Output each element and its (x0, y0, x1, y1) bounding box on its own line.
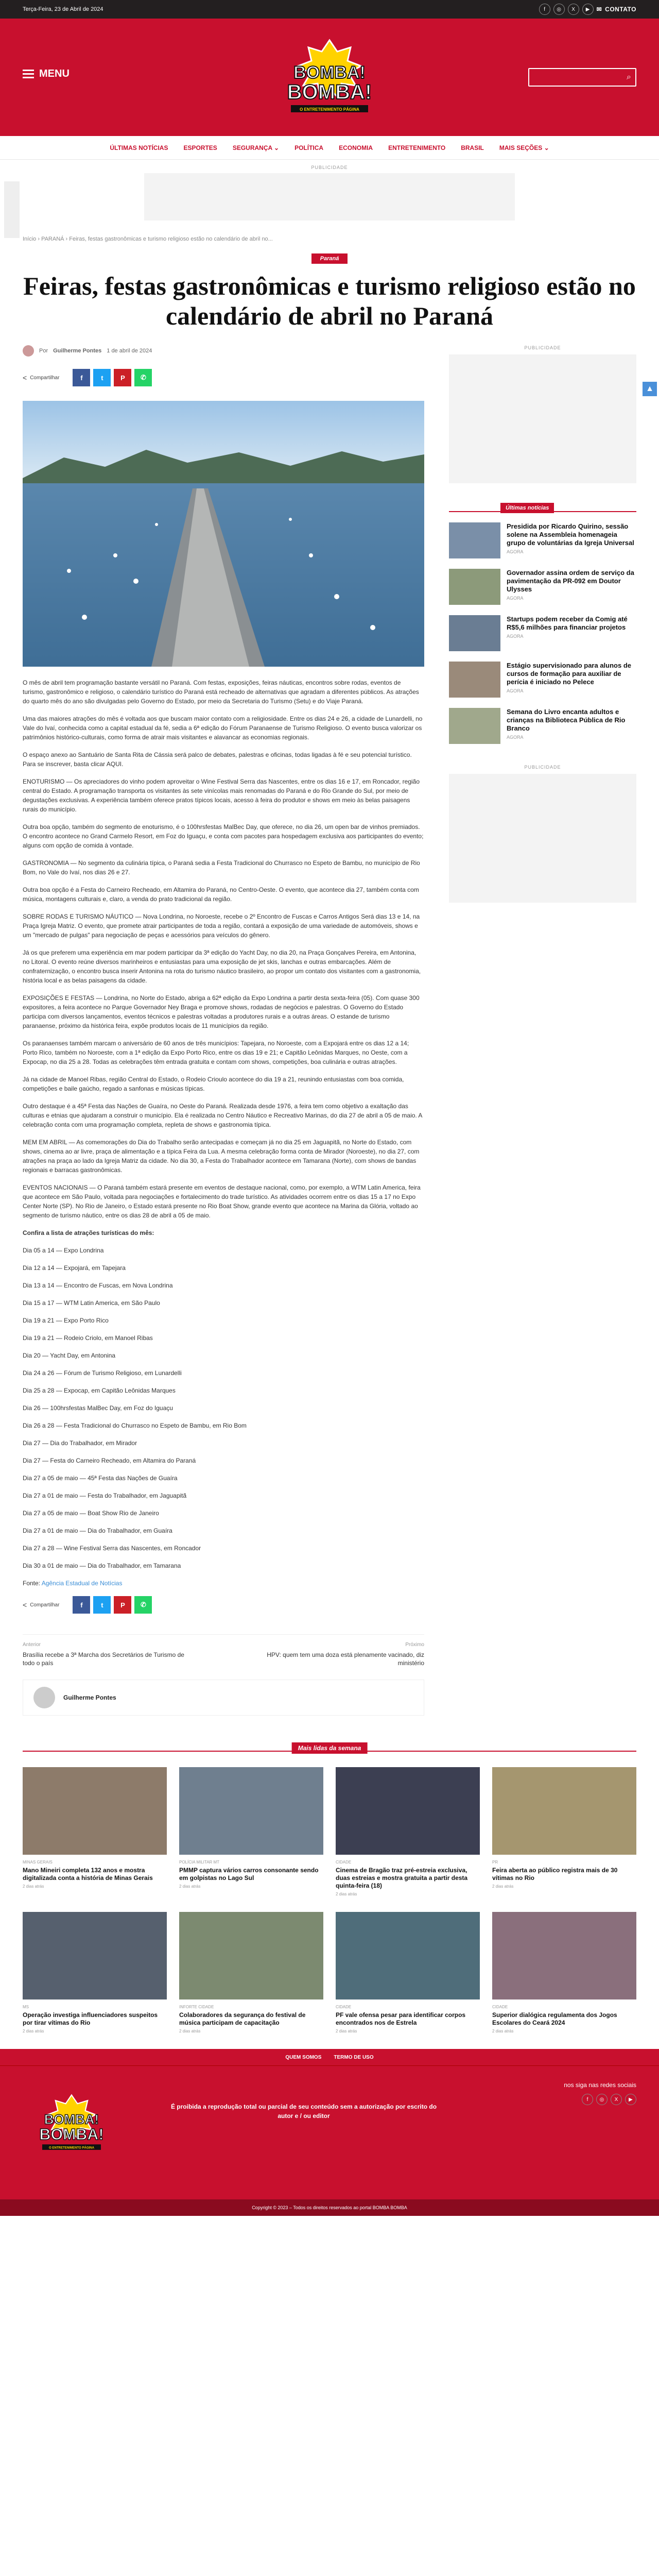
top-bar (0, 0, 659, 19)
share-facebook-button[interactable]: f (73, 369, 90, 386)
news-title[interactable]: Presidida por Ricardo Quirino, sessão solene na Assembleia homenageia grupo de voluntárias da Igreja Universal (507, 522, 634, 547)
source-link[interactable]: Agência Estadual de Notícias (41, 1580, 123, 1587)
list-item: Dia 30 a 01 de maio — Dia do Trabalhador, em Tamarana (23, 1562, 181, 1569)
news-card[interactable] (492, 1912, 636, 2033)
share-whatsapp-button[interactable]: ✆ (134, 1596, 152, 1614)
card-date: 2 dias atrás (336, 2029, 357, 2033)
list-item: Dia 24 a 26 — Fórum de Turismo Religioso, em Lunardelli (23, 1369, 182, 1377)
share-icon: < (23, 1601, 27, 1609)
article-paragraph: Já os que preferem uma experiência em mar podem participar da 3ª edição do Yacht Day, no dia 20, na Praça Gonçalves Pereira, em Antonina, no Litoral. O evento reúne diversos marinheiros e entusiastas para uma exposição de jet skis, lanchas e outras embarcações. Além de confraternização, o encontro busca inserir Antonina na rota do turismo náutico brasileiro, ao propor um contato dos visitantes com a gastronomia, história local e as belas paisagens da cidade. (23, 949, 421, 984)
avatar[interactable] (33, 1687, 55, 1708)
nav-item-ultimas-noticias[interactable]: ÚLTIMAS NOTÍCIAS (110, 144, 168, 151)
news-date: AGORA (507, 634, 524, 639)
author-box (23, 1680, 424, 1716)
facebook-icon[interactable]: f (539, 4, 550, 15)
share-pinterest-button[interactable]: P (114, 369, 131, 386)
news-title[interactable]: Startups podem receber da Comig até R$5,6 milhões para financiar projetos (507, 615, 628, 631)
nav-item-brasil[interactable]: BRASIL (461, 144, 484, 151)
source-label: Fonte: (23, 1580, 41, 1587)
sidebar-ad-label: PUBLICIDADE (524, 765, 561, 770)
article-paragraph: MEM EM ABRIL — As comemorações do Dia do Trabalho serão antecipadas e começam já no dia 25 em Jaguapitã, no Norte do Estado, com shows, cinema ao ar livre, praça de alimentação e a típica Feira da Lua. A mesma celebração forma conta de Mirador (Noroeste), no dia 27, com atrações na praça ao lado da Igreja Matriz da cidade. No dia 30, a Festa do Trabalhador acontece em Tamarana (Norte), com shows de bandas regionais e barracas gastronômicas. (23, 1139, 420, 1174)
list-item[interactable] (449, 662, 636, 698)
footer-link-termo-de-uso[interactable]: TERMO DE USO (334, 2054, 374, 2060)
prev-title: Brasília recebe a 3ª Marcha dos Secretários de Turismo de todo o país (23, 1651, 184, 1667)
logo-line-1: BOMBA! (293, 63, 366, 82)
ad-label: PUBLICIDADE (311, 165, 348, 170)
list-item: Dia 27 a 05 de maio — 45ª Festa das Nações de Guaíra (23, 1475, 178, 1482)
nav-item-economia[interactable]: ECONOMIA (339, 144, 373, 151)
card-title[interactable]: Mano Mineiri completa 132 anos e mostra digitalizada conta a história de Minas Gerais (23, 1867, 153, 1882)
list-item: Dia 26 — 100hrsfestas MalBec Day, em Foz do Iguaçu (23, 1404, 173, 1412)
article-paragraph: GASTRONOMIA — No segmento da culinária típica, o Paraná sedia a Festa Tradicional do Churrasco no Espeto de Bambu, no município de Rio Bom, no Vale do Ivaí, nos dias 26 e 27. (23, 859, 420, 876)
card-title[interactable]: Superior dialógica regulamenta dos Jogos Escolares do Ceará 2024 (492, 2011, 617, 2026)
card-category[interactable]: POLÍCIA MILITAR MT (179, 1860, 220, 1865)
card-date: 2 dias atrás (336, 1892, 357, 1896)
card-title[interactable]: Colaboradores da segurança do festival de música participam de capacitação (179, 2011, 306, 2026)
next-post-link[interactable] (249, 1642, 424, 1667)
card-category[interactable]: MS (23, 2005, 29, 2009)
list-item: Dia 19 a 21 — Rodeio Criolo, em Manoel Ribas (23, 1334, 153, 1342)
list-item: Dia 20 — Yacht Day, em Antonina (23, 1352, 116, 1359)
news-date: AGORA (507, 688, 524, 693)
share-twitter-button[interactable]: t (93, 369, 111, 386)
nav-item-mais-secoes[interactable]: MAIS SEÇÕES ⌄ (499, 144, 549, 151)
card-image[interactable] (492, 1912, 636, 1999)
share-icon: < (23, 374, 27, 382)
left-floating-ad[interactable] (4, 181, 20, 238)
card-title[interactable]: Cinema de Bragão traz pré-estreia exclusiva, duas estreias e mostra gratuita a partir desta quinta-feira (18) (336, 1867, 468, 1889)
sidebar-ad-label: PUBLICIDADE (524, 345, 561, 350)
news-thumbnail[interactable] (449, 708, 500, 744)
mail-icon: ✉ (596, 6, 602, 13)
breadcrumb[interactable]: Início › PARANÁ › Feiras, festas gastronômicas e turismo religioso estão no calendário de abril no... (23, 236, 273, 242)
scroll-to-top-button[interactable] (643, 382, 657, 396)
pier-photo-illustration (23, 401, 424, 667)
list-item: Dia 05 a 14 — Expo Londrina (23, 1247, 104, 1254)
site-logo[interactable] (265, 36, 394, 124)
card-title[interactable]: PMMP captura vários carros consonante sendo em golpistas no Lago Sul (179, 1867, 319, 1882)
news-card[interactable] (336, 1767, 480, 1896)
list-item: Dia 27 a 28 — Wine Festival Serra das Nascentes, em Roncador (23, 1545, 201, 1552)
menu-button[interactable] (23, 68, 70, 80)
list-item: Dia 25 a 28 — Expocap, em Capitão Leônidas Marques (23, 1387, 176, 1394)
chevron-up-icon: ▲ (646, 384, 654, 393)
card-title[interactable]: Operação investiga influenciadores suspeitos por tirar vítimas do Rio (23, 2011, 158, 2026)
card-title[interactable]: PF vale ofensa pesar para identificar corpos encontrados nos de Estrela (336, 2011, 466, 2026)
footer-logo-subtitle: O ENTRETENIMENTO PÁGINA (48, 2146, 95, 2150)
top-ad-banner[interactable] (144, 173, 515, 221)
most-read-heading (23, 1744, 636, 1752)
prev-post-link[interactable] (23, 1642, 198, 1667)
article-body (23, 678, 424, 1588)
footer-social-title: nos siga nas redes sociais (564, 2081, 636, 2089)
contact-label: CONTATO (605, 6, 636, 13)
contact-link[interactable] (597, 6, 636, 13)
latest-news-title: Últimas notícias (500, 503, 554, 513)
instagram-icon[interactable]: ◎ (553, 4, 565, 15)
attractions-list-title: Confira a lista de atrações turísticas do mês: (23, 1229, 154, 1236)
list-item: Dia 12 a 14 — Expojará, em Tapejara (23, 1264, 126, 1272)
sidebar (449, 345, 636, 1716)
footer-links (0, 2049, 659, 2065)
prev-label: Anterior (23, 1642, 41, 1648)
card-category[interactable]: INFORTE CIDADE (179, 2005, 214, 2009)
news-date: AGORA (507, 735, 524, 740)
site-header (0, 19, 659, 136)
card-date: 2 dias atrás (179, 1884, 201, 1889)
nav-item-politica[interactable]: POLÍTICA (294, 144, 324, 151)
nav-item-entretenimento[interactable]: ENTRETENIMENTO (388, 144, 446, 151)
footer-logo[interactable] (23, 2092, 120, 2159)
share-twitter-button[interactable]: t (93, 1596, 111, 1614)
footer-logo-line-1: BOMBA! (44, 2112, 99, 2127)
news-card[interactable] (179, 1912, 323, 2033)
sidebar-ad[interactable] (449, 354, 636, 483)
x-twitter-icon[interactable]: X (568, 4, 579, 15)
most-read-grid (23, 1767, 636, 2033)
list-item[interactable] (449, 615, 636, 651)
news-card[interactable] (492, 1767, 636, 1896)
list-item[interactable] (449, 569, 636, 605)
share-facebook-button[interactable]: f (73, 1596, 90, 1614)
share-label: Compartilhar (30, 1602, 60, 1608)
article-paragraph: SOBRE RODAS E TURISMO NÁUTICO — Nova Londrina, no Noroeste, recebe o 2º Encontro de Fuscas e Carros Antigos Será dias 13 e 14, na Praça Igreja Matriz. O evento, que promete atrair participantes de toda a região, contará a exposição de uma variedade de automóveis, shows e um "mercado de pulgas" para negociação de peças e acessórios para veículos do gênero. (23, 913, 420, 939)
news-thumbnail[interactable] (449, 662, 500, 698)
article-paragraph: Outro destaque é a 45ª Festa das Nações de Guaíra, no Oeste do Paraná. Realizada desde 1976, a feira tem como objetivo a exaltação das culturas e etnias que ajudaram a construir o município. Ela é realizada no Centro Náutico e Recreativo Marinas, do dia 27 de abril a 05 de maio. A celebração conta com uma programação completa, repleta de shows e gastronomia típica. (23, 1103, 422, 1128)
list-item[interactable] (449, 708, 636, 744)
list-item: Dia 27 a 05 de maio — Boat Show Rio de Janeiro (23, 1510, 159, 1517)
top-social-links (539, 4, 636, 15)
news-card[interactable] (336, 1912, 480, 2033)
publish-date: 1 de abril de 2024 (107, 348, 152, 354)
news-thumbnail[interactable] (449, 522, 500, 558)
latest-news-heading (449, 504, 636, 512)
card-image[interactable] (492, 1767, 636, 1855)
share-bar (23, 369, 424, 386)
source-line (23, 1579, 424, 1588)
article-paragraph: Outra boa opção, também do segmento de enoturismo, é o 100hrsfestas MalBec Day, que oferece, no dia 26, um open bar de vinhos premiados. O encontro acontece no Grand Carmelo Resort, em Foz do Iguaçu, e conta com pacotes para hospedagem exclusiva aos participantes do evento; alguns com opção de comida à vontade. (23, 823, 424, 849)
post-navigation (23, 1634, 424, 1667)
footer-link-quem-somos[interactable]: QUEM SOMOS (285, 2054, 322, 2060)
logo-subtitle: O ENTRETENIMENTO PÁGINA (300, 107, 359, 112)
x-twitter-icon[interactable]: X (611, 2094, 622, 2105)
card-category[interactable]: CIDADE (336, 1860, 352, 1865)
list-item[interactable] (449, 522, 636, 558)
news-card[interactable] (23, 1767, 167, 1896)
news-date: AGORA (507, 596, 524, 601)
avatar[interactable] (23, 345, 34, 357)
card-image[interactable] (179, 1912, 323, 1999)
article-paragraph: O mês de abril tem programação bastante versátil no Paraná. Com festas, exposições, feiras náuticas, encontros sobre rodas, eventos de turismo, gastronômico e religioso, o calendário turístico do Paraná está recheado de alternativas que agradam a diferentes públicos. As atrações do quarto mês do ano são divulgadas pelo Governo do Estado, por meio da Secretaria do Turismo (Setu) e do Viaje Paraná. (23, 679, 419, 705)
list-item: Dia 27 a 01 de maio — Dia do Trabalhador, em Guaíra (23, 1527, 172, 1534)
card-date: 2 dias atrás (492, 2029, 514, 2033)
search-icon[interactable]: ⌕ (627, 73, 631, 81)
next-label: Próximo (405, 1642, 424, 1648)
news-thumbnail[interactable] (449, 615, 500, 651)
article-paragraph: Já na cidade de Manoel Ribas, região Central do Estado, o Rodeio Crioulo acontece do dia 19 a 21, reunindo entusiastas com boa comida, competições e baile gaúcho, regado a sanfonas e músicas típicas. (23, 1076, 404, 1092)
card-image[interactable] (336, 1767, 480, 1855)
card-date: 2 dias atrás (23, 1884, 44, 1889)
nav-item-seguranca[interactable]: SEGURANÇA ⌄ (232, 144, 280, 151)
card-title[interactable]: Feira aberta ao público registra mais de 30 vítimas no Rio (492, 1867, 618, 1882)
search-input[interactable] (528, 68, 636, 87)
current-date: Terça-Feira, 23 de Abril de 2024 (23, 6, 103, 12)
youtube-icon[interactable]: ▶ (582, 4, 594, 15)
youtube-icon[interactable]: ▶ (625, 2094, 636, 2105)
article-paragraph: Os paranaenses também marcam o aniversário de 60 anos de três municípios: Tapejara, no Noroeste, com a Expojará entre os dias 12 a 14; Porto Rico, também no Noroeste, com a 1ª edição da Expo Porto Rico, entre os dias 19 e 21; e Capitão Leônidas Marques, no Oeste, com a Expocap, no dia 25 a 28. Todas as celebrações têm entrada gratuita e contam com shows, competições, boa culinária e outras atrações. (23, 1040, 409, 1065)
footer-social (564, 2081, 636, 2105)
card-category[interactable]: CIDADE (492, 2005, 508, 2009)
list-item: Dia 15 a 17 — WTM Latin America, em São Paulo (23, 1299, 160, 1307)
card-date: 2 dias atrás (179, 2029, 201, 2033)
next-title: HPV: quem tem uma doza está plenamente vacinado, diz ministério (267, 1651, 424, 1667)
list-item: Dia 27 a 01 de maio — Festa do Trabalhador, em Jaguapitã (23, 1492, 187, 1499)
hamburger-icon (23, 70, 34, 78)
page-title: Feiras, festas gastronômicas e turismo religioso estão no calendário de abril no Paraná (23, 272, 636, 330)
article-paragraph: Outra boa opção é a Festa do Carneiro Recheado, em Altamira do Paraná, no Centro-Oeste. O evento, que acontece dia 27, também conta com música, montagens culturais e, claro, a venda do prato tradicional da região. (23, 886, 419, 903)
article-photo (23, 401, 424, 667)
share-bar-bottom (23, 1596, 424, 1614)
footer-notice: É proibida a reprodução total ou parcial de seu conteúdo sem a autorização por escrito do autor e / ou editor (170, 2103, 437, 2120)
article-paragraph: EXPOSIÇÕES E FESTAS — Londrina, no Norte do Estado, abriga a 62ª edição da Expo Londrina a partir desta sexta-feira (05). Com quase 300 expositores, a feira acontece no Parque Governador Ney Braga e promove shows, rodadas de negócios e palestras. O Governo do Estado participa com diversos lançamentos, eventos técnicos e palestras voltadas a produtores rurais e a outras áreas. O estande de turismo paranaense, próximo da histórica feira, expõe produtos locais de 11 municípios da região. (23, 994, 420, 1029)
logo-line-2: BOMBA! (287, 81, 372, 104)
news-title[interactable]: Governador assina ordem de serviço da pavimentação da PR-092 em Doutor Ulysses (507, 569, 634, 593)
article-paragraph: Uma das maiores atrações do mês é voltada aos que buscam maior contato com a religiosidade. Entre os dias 24 e 26, a cidade de Lunardelli, no Vale do Ivaí, conhecida como a capital estadual da fé, sedia a 6ª edição do Fórum Paranaense de Turismo Religioso. O evento busca valorizar os patrimônios histórico-culturais, como forma de atrair mais visitantes e alavancar as economias regionais. (23, 715, 423, 741)
footer-logo-line-2: BOMBA! (39, 2126, 104, 2144)
news-card[interactable] (179, 1767, 323, 1896)
facebook-icon[interactable]: f (582, 2094, 593, 2105)
card-date: 2 dias atrás (23, 2029, 44, 2033)
byline (23, 345, 424, 357)
card-category[interactable]: MINAS GERAIS (23, 1860, 53, 1865)
news-title[interactable]: Semana do Livro encanta adultos e crianças na Biblioteca Pública de Rio Branco (507, 708, 626, 732)
site-footer (0, 2065, 659, 2199)
nav-item-esportes[interactable]: ESPORTES (183, 144, 217, 151)
card-image[interactable] (179, 1767, 323, 1855)
byline-prefix: Por (39, 348, 48, 354)
list-item: Dia 26 a 28 — Festa Tradicional do Churrasco no Espeto de Bambu, em Rio Bom (23, 1422, 247, 1429)
news-thumbnail[interactable] (449, 569, 500, 605)
author-name[interactable]: Guilherme Pontes (53, 348, 102, 354)
author-box-name[interactable]: Guilherme Pontes (63, 1694, 116, 1701)
card-image[interactable] (23, 1767, 167, 1855)
list-item: Dia 27 — Festa do Carneiro Recheado, em Altamira do Paraná (23, 1457, 196, 1464)
article-paragraph: EVENTOS NACIONAIS — O Paraná também estará presente em eventos de destaque nacional, como, por exemplo, a WTM Latin America, feira que acontece em São Paulo, voltada para negociações e fortalecimento do trade turístico. As atividades ocorrem entre os dias 15 a 17 no Expo Center Norte (SP). No Rio de Janeiro, o Estado estará presente no Rio Boat Show, grande evento que acontece na Marina da Glória, voltado ao segmento de turismo náutico, entre os dias 28 de abril a 05 de maio. (23, 1184, 421, 1219)
list-item: Dia 27 — Dia do Trabalhador, em Mirador (23, 1439, 137, 1447)
share-whatsapp-button[interactable]: ✆ (134, 369, 152, 386)
content-wrapper (23, 345, 636, 1716)
card-category[interactable]: PR (492, 1860, 498, 1865)
most-read-title: Mais lidas da semana (292, 1742, 368, 1754)
category-tag[interactable]: Paraná (311, 253, 348, 264)
news-title[interactable]: Estágio supervisionado para alunos de cursos de formação para auxiliar de perícia é iniciado no Pelece (507, 662, 632, 686)
card-image[interactable] (23, 1912, 167, 1999)
card-image[interactable] (336, 1912, 480, 1999)
article-paragraph: O espaço anexo ao Santuário de Santa Rita de Cássia será palco de debates, palestras e oficinas, todas ligadas à fé e seu potencial turístico. Para se inscrever, basta clicar AQUI. (23, 751, 412, 768)
instagram-icon[interactable]: ◎ (596, 2094, 608, 2105)
list-item: Dia 13 a 14 — Encontro de Fuscas, em Nova Londrina (23, 1282, 173, 1289)
card-category[interactable]: CIDADE (336, 2005, 352, 2009)
list-item: Dia 19 a 21 — Expo Porto Rico (23, 1317, 109, 1324)
news-date: AGORA (507, 549, 524, 554)
article-main (23, 345, 424, 1716)
share-pinterest-button[interactable]: P (114, 1596, 131, 1614)
news-card[interactable] (23, 1912, 167, 2033)
share-label: Compartilhar (30, 375, 60, 381)
article-paragraph: ENOTURISMO — Os apreciadores do vinho podem aproveitar o Wine Festival Serra das Nascentes, entre os dias 16 e 17, em Roncador, região central do Estado. A programação transporta os visitantes às sete vinícolas mais renomadas do Paraná e do Rio Grande do Sul, por meio de degustações exclusivas. A experiência também oferece pratos típicos locais, acesso à feira do produtor e shows em meio às belas paisagens rurais do município. (23, 778, 420, 813)
sidebar-ad[interactable] (449, 774, 636, 903)
main-nav (0, 136, 659, 160)
copyright: Copyright © 2023 – Todos os direitos reservados ao portal BOMBA BOMBA (0, 2199, 659, 2216)
menu-label: MENU (39, 68, 70, 79)
card-date: 2 dias atrás (492, 1884, 514, 1889)
